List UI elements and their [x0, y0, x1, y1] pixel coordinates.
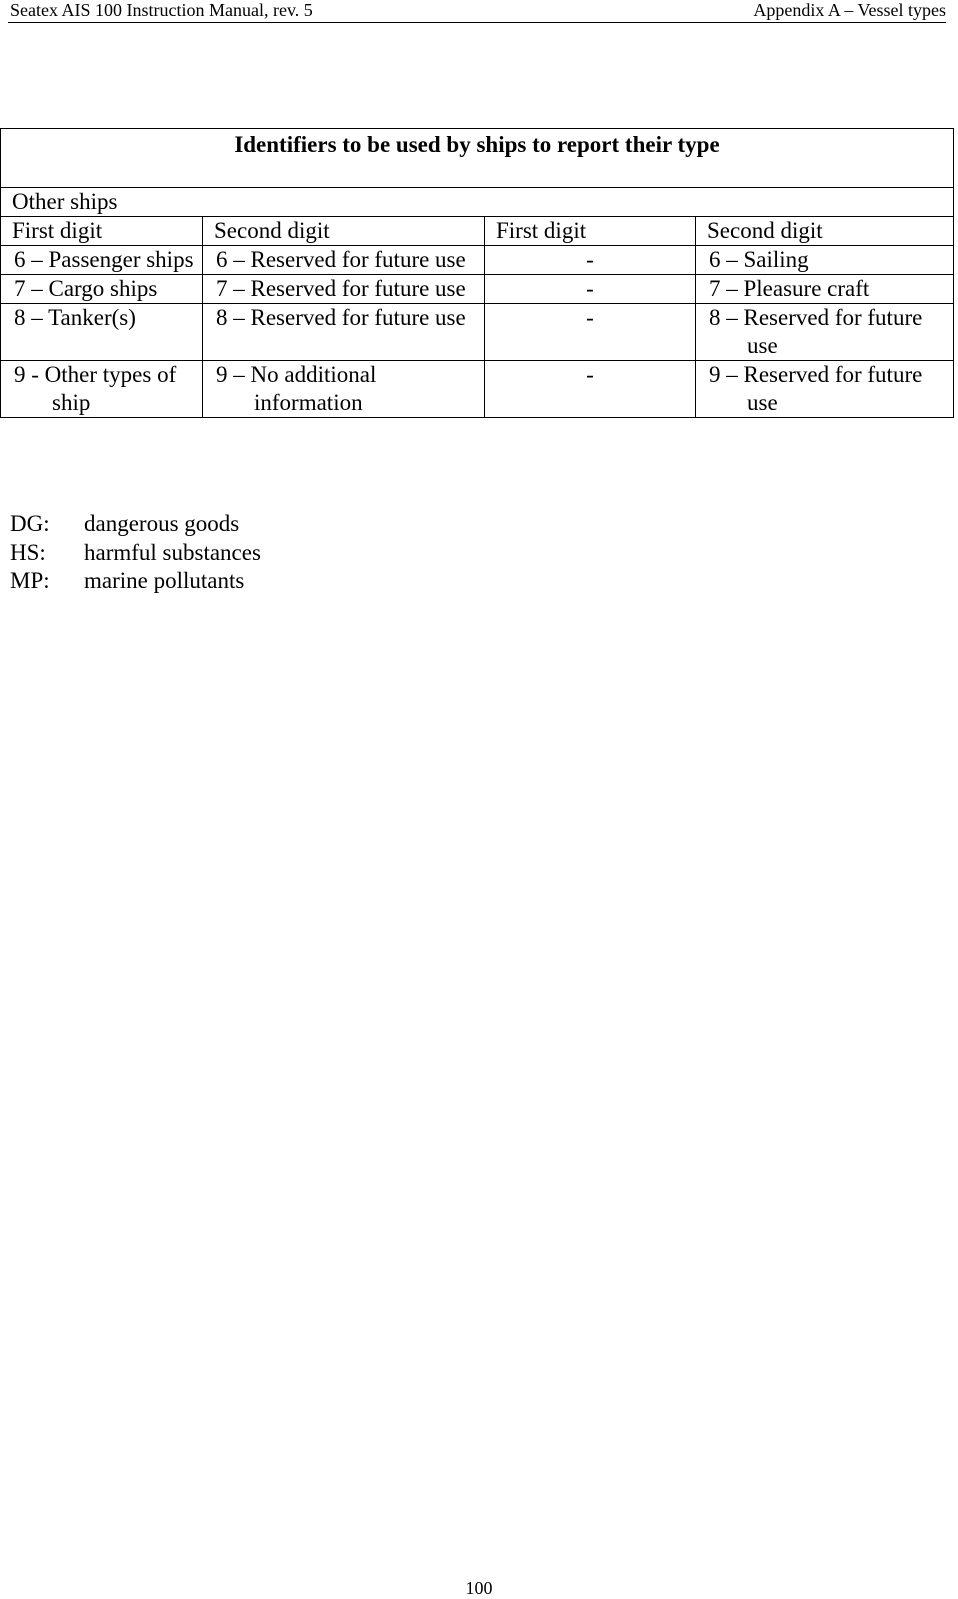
table-cell: 6 – Passenger ships — [1, 246, 203, 275]
legend-item — [10, 510, 261, 539]
legend-abbr: DG: — [10, 511, 50, 536]
column-header: Second digit — [203, 217, 485, 246]
table-cell: 8 – Reserved for future use — [696, 304, 954, 361]
table-cell: 7 – Pleasure craft — [696, 275, 954, 304]
table-row — [1, 246, 954, 275]
legend-text: marine pollutants — [84, 568, 245, 593]
table-cell: - — [485, 304, 696, 361]
table-row — [1, 304, 954, 361]
header-rule — [8, 22, 946, 23]
column-header: First digit — [485, 217, 696, 246]
table-cell: 9 - Other types of ship — [1, 361, 203, 418]
legend-item — [10, 539, 261, 568]
table-title: Identifiers to be used by ships to report their type — [1, 129, 954, 188]
legend-item — [10, 567, 261, 596]
legend-text: dangerous goods — [84, 511, 240, 536]
table-cell: 6 – Reserved for future use — [203, 246, 485, 275]
table-cell: 6 – Sailing — [696, 246, 954, 275]
table-row — [1, 361, 954, 418]
table-section-label: Other ships — [1, 188, 954, 217]
running-header-left: Seatex AIS 100 Instruction Manual, rev. 5 — [10, 0, 313, 20]
column-header: First digit — [1, 217, 203, 246]
table-section-row — [1, 188, 954, 217]
vessel-type-table — [0, 128, 954, 418]
page-number: 100 — [465, 1578, 493, 1598]
table-cell: 7 – Reserved for future use — [203, 275, 485, 304]
table-cell: 9 – Reserved for future use — [696, 361, 954, 418]
table-header-row — [1, 217, 954, 246]
table-cell: 7 – Cargo ships — [1, 275, 203, 304]
running-header-right: Appendix A – Vessel types — [753, 0, 946, 20]
abbreviation-legend — [10, 510, 261, 596]
table-cell: 9 – No additional information — [203, 361, 485, 418]
column-header: Second digit — [696, 217, 954, 246]
legend-abbr: MP: — [10, 568, 50, 593]
table-cell: 8 – Tanker(s) — [1, 304, 203, 361]
table-cell: - — [485, 275, 696, 304]
table-cell: - — [485, 361, 696, 418]
legend-text: harmful substances — [84, 539, 261, 565]
table-cell: 8 – Reserved for future use — [203, 304, 485, 361]
legend-abbr: HS: — [10, 539, 46, 565]
table-cell: - — [485, 246, 696, 275]
table-row — [1, 275, 954, 304]
table-title-row — [1, 129, 954, 188]
